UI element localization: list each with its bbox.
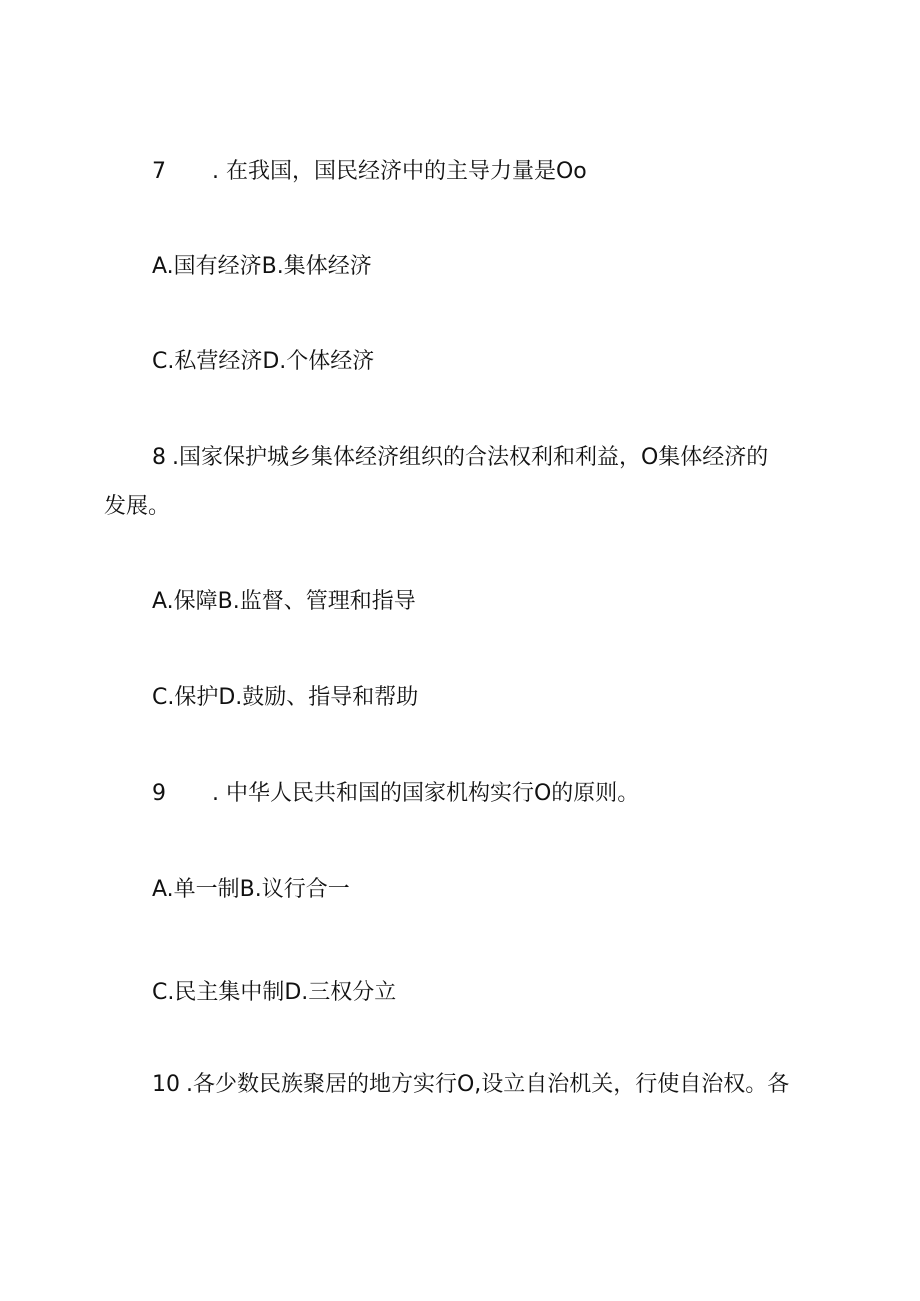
question-text: .各少数民族聚居的地方实行O,设立自治机关，行使自治权。各 (186, 1072, 790, 1097)
question-number: 8 (152, 445, 166, 470)
question-text: . 在我国，国民经济中的主导力量是Oo (212, 159, 587, 184)
question-number: 10 (152, 1072, 180, 1097)
question-8-options-cd: C.保护D.鼓励、指导和帮助 (152, 685, 419, 710)
question-7-options-cd: C.私营经济D.个体经济 (152, 349, 375, 374)
question-8-options-ab: A.保障B.监督、管理和指导 (152, 589, 416, 614)
question-9 (152, 779, 639, 809)
question-8 (152, 443, 768, 473)
question-number: 9 (152, 781, 166, 806)
question-10 (152, 1070, 789, 1100)
question-9-options-cd: C.民主集中制D.三权分立 (152, 980, 397, 1005)
question-number: 7 (152, 159, 166, 184)
question-9-options-ab: A.单一制B.议行合一 (152, 877, 350, 902)
question-8-text-continued: 发展。 (104, 494, 171, 519)
question-text: . 中华人民共和国的国家机构实行O的原则。 (212, 781, 640, 806)
question-7 (152, 157, 587, 187)
question-text: .国家保护城乡集体经济组织的合法权利和利益，O集体经济的 (172, 445, 769, 470)
question-7-options-ab: A.国有经济B.集体经济 (152, 254, 372, 279)
